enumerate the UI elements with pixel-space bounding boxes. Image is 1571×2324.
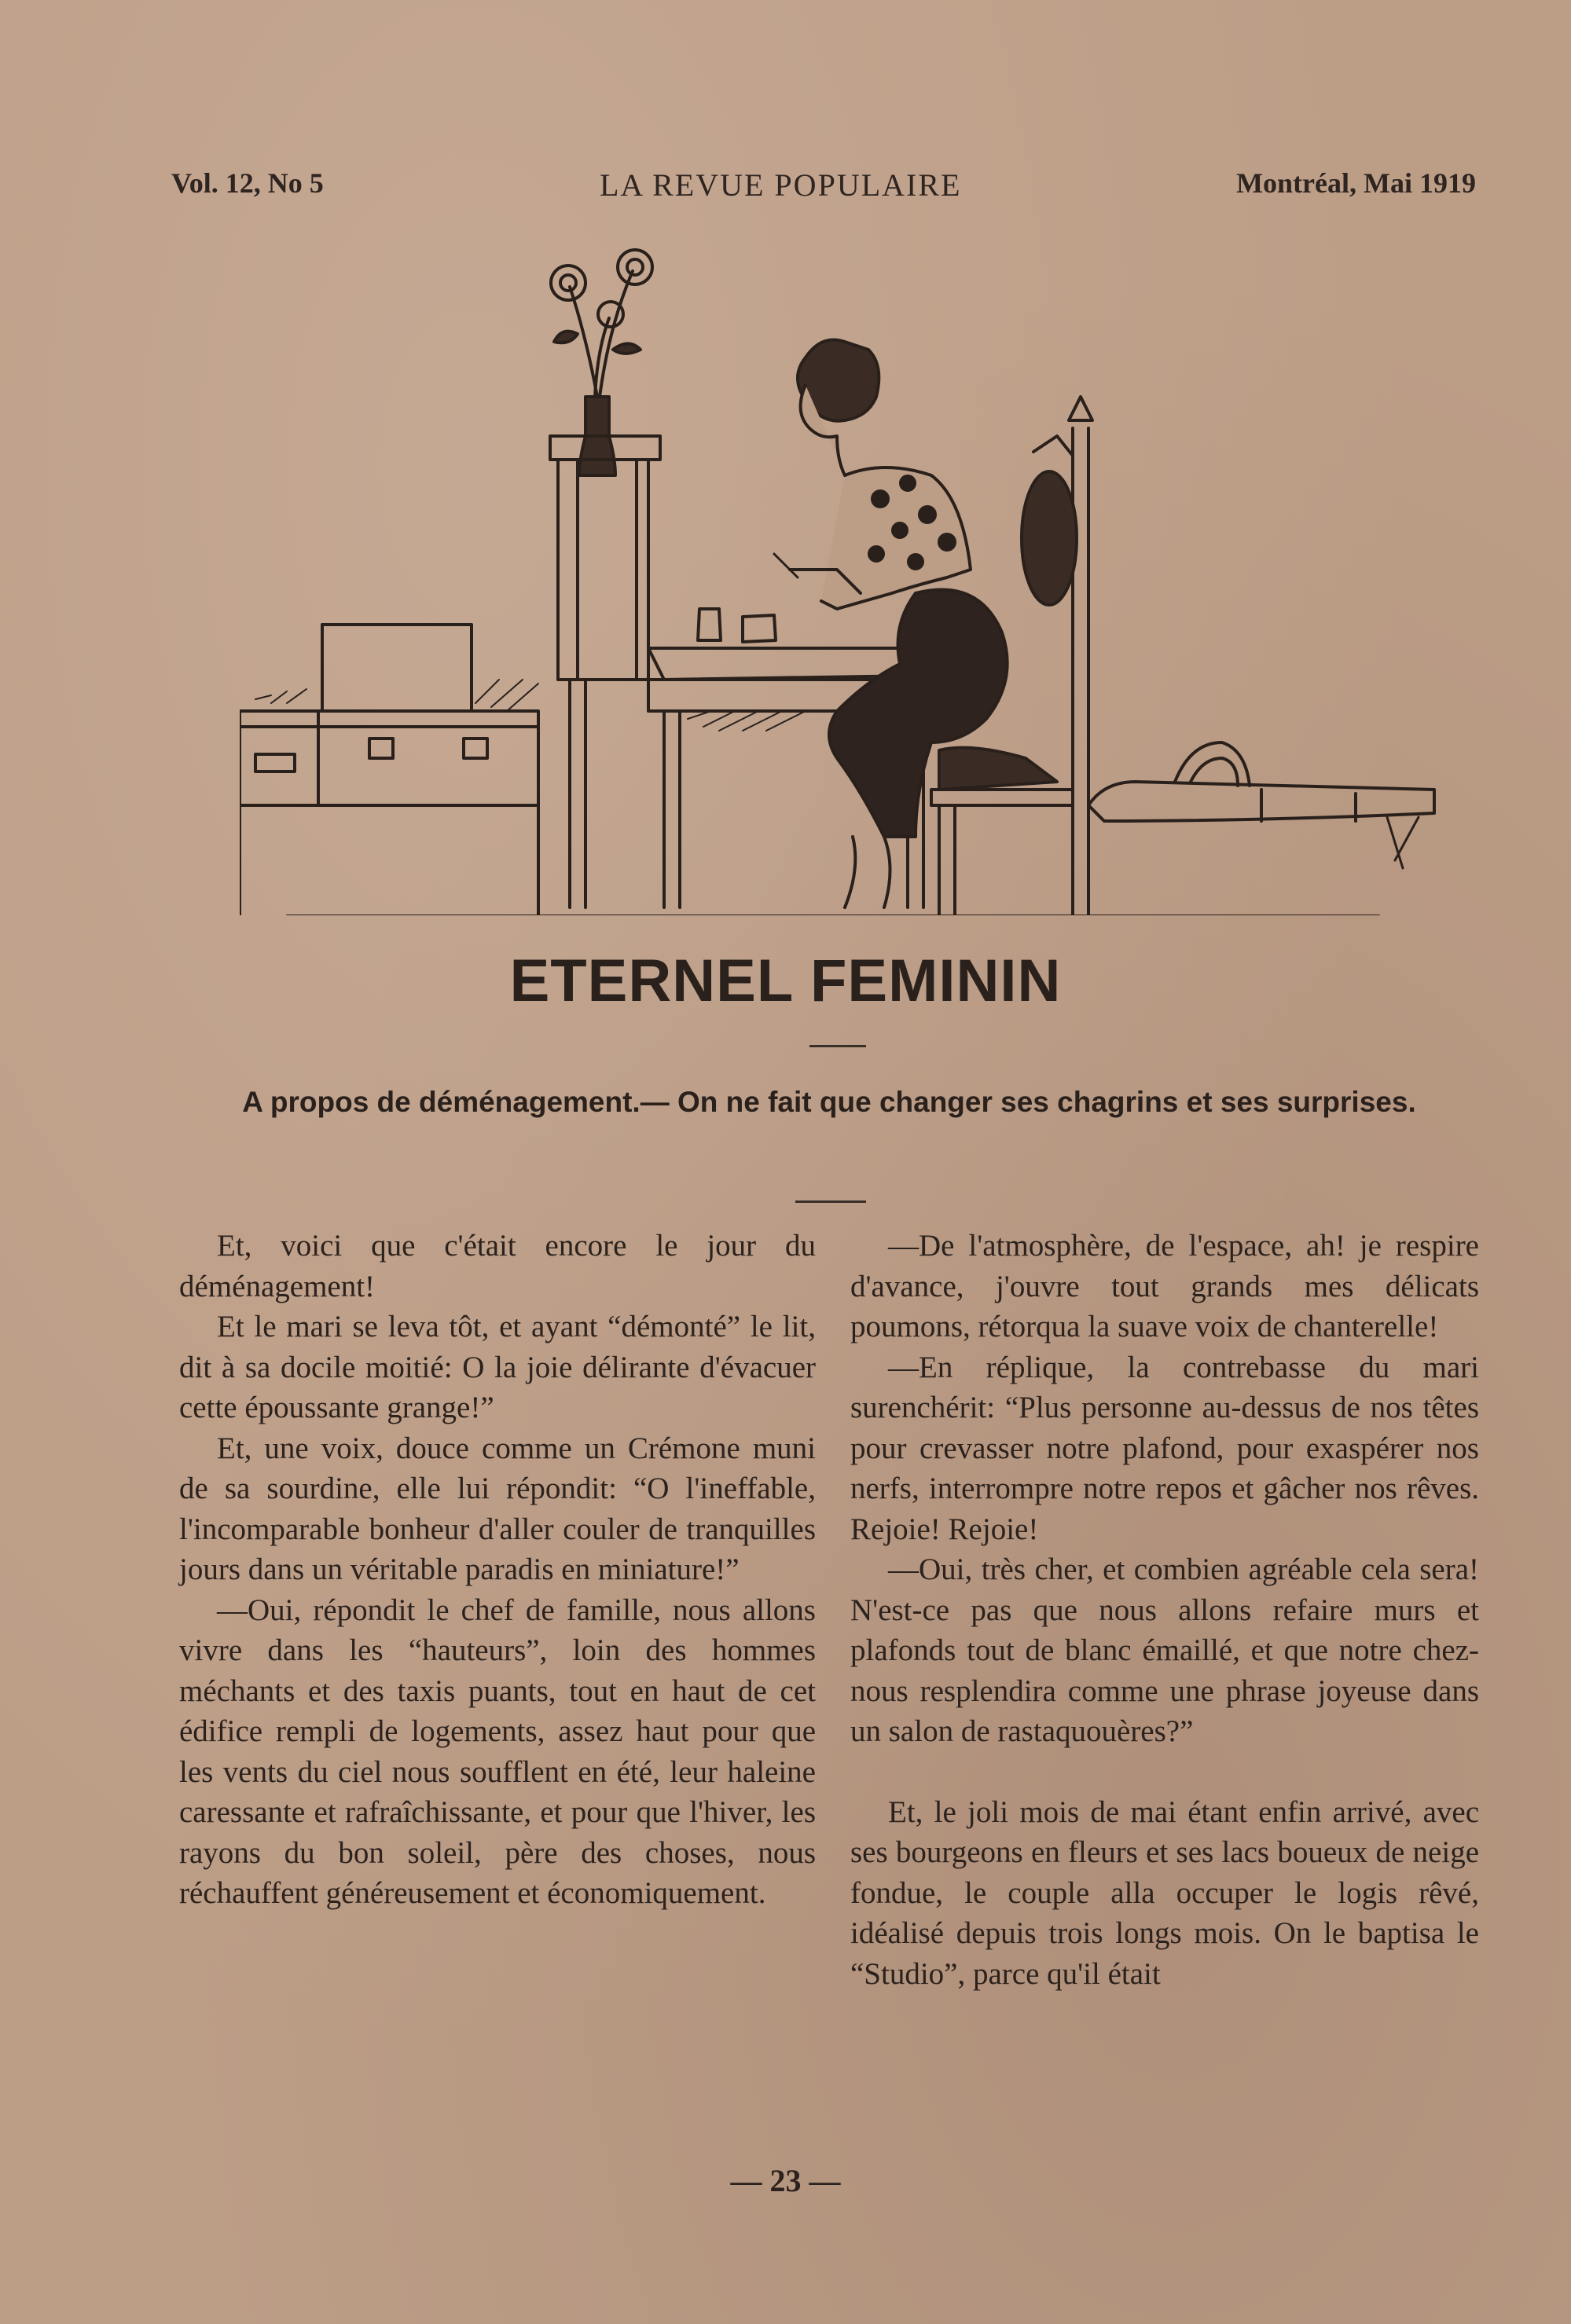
- masthead: LA REVUE POPULAIRE: [600, 167, 962, 203]
- suitcase: [1088, 742, 1434, 868]
- page-number: — 23 —: [730, 2163, 841, 2198]
- page-header: [171, 167, 1476, 206]
- woman-figure: [774, 340, 1008, 908]
- paragraph: Et, voici que c'était encore le jour du déménagement!: [179, 1229, 816, 1303]
- paragraph: —En réplique, la contrebasse du mari surenchérit: “Plus personne au-dessus de nos têtes pour crevasser notre plafond, pour exaspérer nos nerfs, interrompre notre repos et gâcher nos rêves. Rejoie! Rejoie!: [850, 1350, 1479, 1546]
- article-subtitle: A propos de déménagement.— On ne fait que changer ses chagrins et ses surprises.: [242, 1086, 1416, 1118]
- left-column: [179, 1226, 816, 1914]
- flower-vase: [551, 250, 652, 475]
- woman-writing-illustration: [240, 240, 1442, 915]
- paragraph: Et le mari se leva tôt, et ayant “démonté” le lit, dit à sa docile moitié: O la joie délirante d'évacuer cette époussante grange!”: [179, 1310, 816, 1424]
- paragraph: —De l'atmosphère, de l'espace, ah! je respire d'avance, j'ouvre tout grands mes délicats poumons, rétorqua la suave voix de chanterelle!: [850, 1229, 1479, 1343]
- title-divider: [809, 1045, 866, 1047]
- subtitle-divider: [795, 1200, 866, 1203]
- paragraph: Et, une voix, douce comme un Crémone muni de sa sourdine, elle lui répondit: “O l'ineffable, l'incomparable bonheur d'aller couler de tranquilles jours dans un véritable paradis en miniature!”: [179, 1431, 816, 1586]
- dateline: Montréal, Mai 1919: [1236, 167, 1476, 199]
- article-title: ETERNEL FEMININ: [509, 948, 1062, 1014]
- paragraph: Et, le joli mois de mai étant enfin arrivé, avec ses bourgeons en fleurs et ses lacs boueux de neige fondue, le couple alla occuper le logis rêvé, idéalisé depuis trois longs mois. On le baptisa le “Studio”, parce qu'il était: [850, 1794, 1479, 1991]
- volume-issue: Vol. 12, No 5: [171, 167, 324, 199]
- paragraph: —Oui, très cher, et combien agréable cela sera! N'est-ce pas que nous allons refaire murs et plafonds tout de blanc émaillé, et que notre chez-nous resplendira comme une phrase joyeuse dans un salon de rastaquouères?”: [850, 1552, 1479, 1748]
- right-column: [850, 1226, 1479, 1994]
- trunk: [240, 625, 538, 915]
- paragraph: —Oui, répondit le chef de famille, nous allons vivre dans les “hauteurs”, loin des hommes méchants et des taxis puants, tout en haut de cet édifice rempli de logements, assez haut pour que les vents du ciel nous soufflent en été, leur haleine caressante et rafraîchissante, et pour que l'hiver, les rayons du bon soleil, père des choses, nous réchauffent généreusement et économiquement.: [179, 1593, 816, 1910]
